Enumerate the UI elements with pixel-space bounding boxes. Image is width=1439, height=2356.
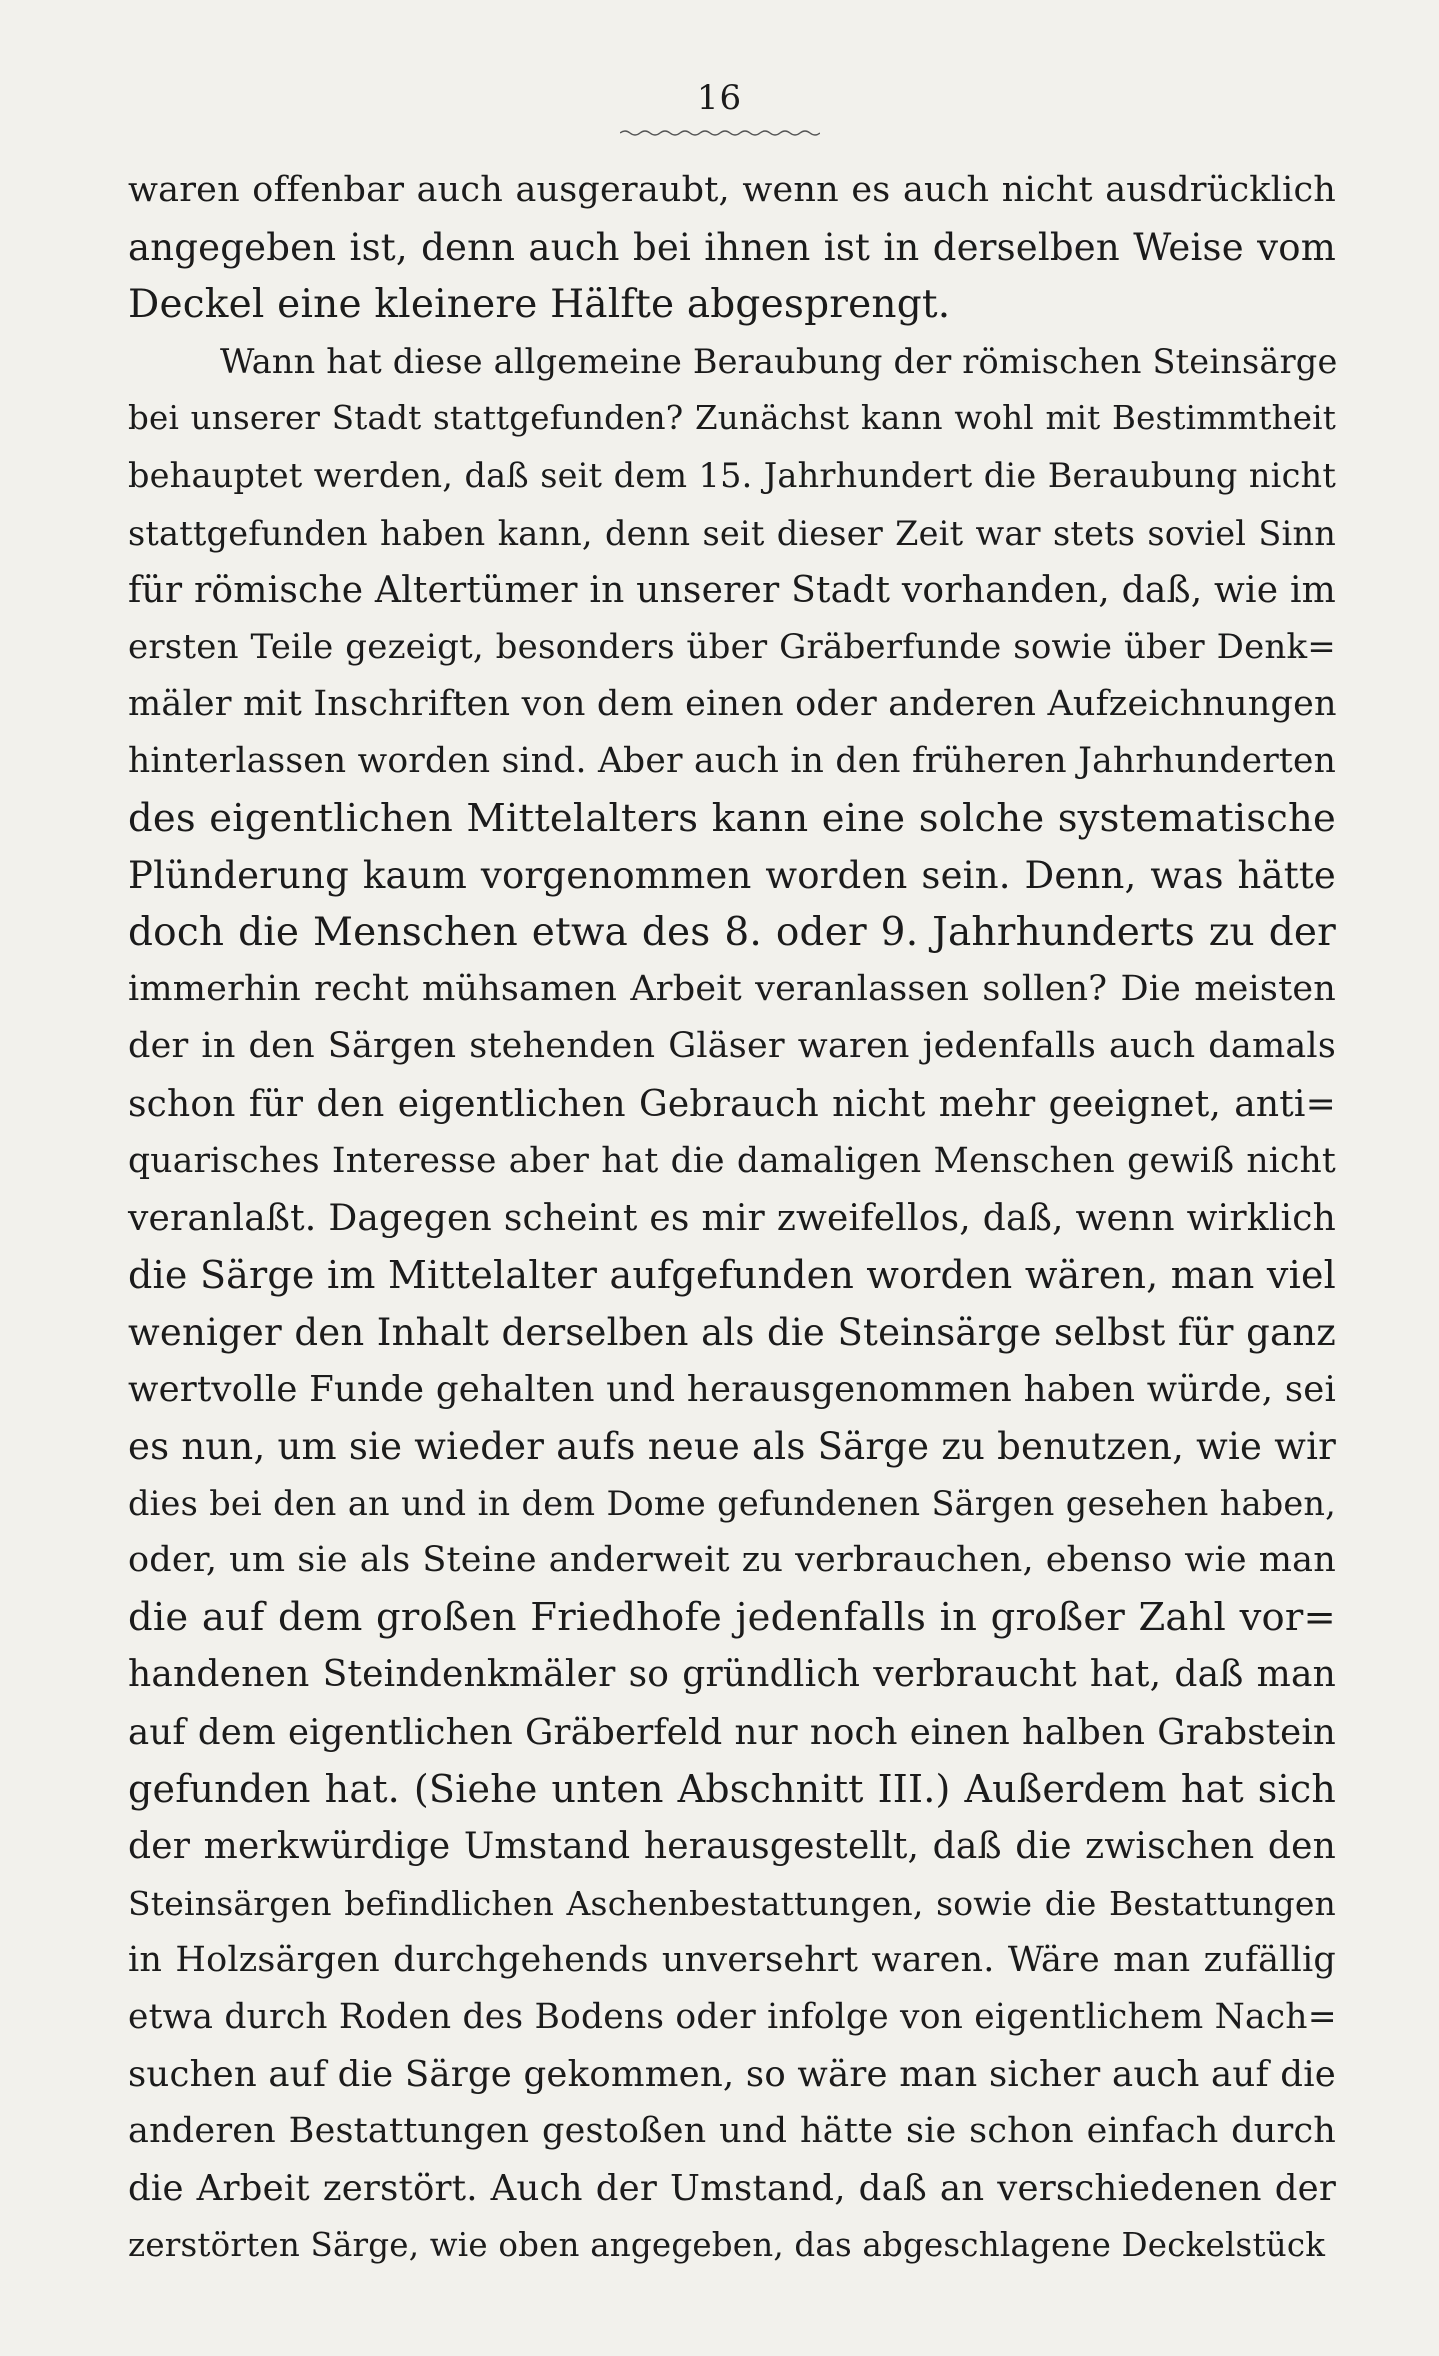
text-line: dies bei den an und in dem Dome gefundenen Särgen gesehen haben, [128,1484,1336,1524]
text-line: die Särge im Mittelalter aufgefunden worden wären, man viel [128,1252,1336,1297]
text-line: anderen Bestattungen gestoßen und hätte sie schon einfach durch [128,2111,1336,2152]
text-line: der in den Särgen stehenden Gläser waren jedenfalls auch damals [128,1026,1336,1067]
text-line: die auf dem großen Friedhofe jedenfalls in großer Zahl vor= [128,1595,1336,1641]
text-line: des eigentlichen Mittelalters kann eine solche systematische [128,796,1336,842]
text-line: zerstörten Särge, wie oben angegeben, das abgeschlagene Deckelstück [128,2226,1326,2265]
text-line: angegeben ist, denn auch bei ihnen ist in derselben Weise vom [128,226,1336,270]
body-text [128,162,1336,2274]
text-line: der merkwürdige Umstand herausgestellt, daß die zwischen den [128,1825,1336,1867]
text-line: veranlaßt. Dagegen scheint es mir zweifellos, daß, wenn wirklich [128,1197,1336,1239]
text-line: handenen Steindenkmäler so gründlich verbraucht hat, daß man [128,1654,1336,1696]
text-line: Wann hat diese allgemeine Beraubung der römischen Steinsärge [220,342,1338,382]
text-line: die Arbeit zerstört. Auch der Umstand, daß an verschiedenen der [128,2168,1336,2210]
text-line: quarisches Interesse aber hat die damaligen Menschen gewiß nicht [128,1140,1336,1181]
text-line: Plünderung kaum vorgenommen worden sein. Denn, was hätte [128,854,1336,898]
page-number: 16 [696,78,743,118]
text-line: auf dem eigentlichen Gräberfeld nur noch einen halben Grabstein [128,1711,1336,1753]
text-line: etwa durch Roden des Bodens oder infolge von eigentlichem Nach= [128,1997,1337,2037]
text-line: in Holzsärgen durchgehends unversehrt waren. Wäre man zufällig [128,1939,1336,1980]
text-line: Deckel eine kleinere Hälfte abgesprengt. [128,282,951,328]
text-line: suchen auf die Särge gekommen, so wäre man sicher auch auf die [128,2054,1336,2096]
text-line: doch die Menschen etwa des 8. oder 9. Jahrhunderts zu der [128,910,1336,956]
text-line: mäler mit Inschriften von dem einen oder anderen Aufzeichnungen [128,683,1337,724]
text-line: schon für den eigentlichen Gebrauch nicht mehr geeignet, anti= [128,1083,1336,1125]
text-line: stattgefunden haben kann, denn seit dieser Zeit war stets soviel Sinn [128,513,1336,553]
text-line: immerhin recht mühsamen Arbeit veranlassen sollen? Die meisten [128,969,1336,1010]
text-line: waren offenbar auch ausgeraubt, wenn es auch nicht ausdrücklich [128,170,1336,210]
ornament-rule [620,128,820,138]
text-line: es nun, um sie wieder aufs neue als Särge zu benutzen, wie wir [128,1425,1336,1469]
text-line: hinterlassen worden sind. Aber auch in den früheren Jahrhunderten [128,740,1336,781]
text-line: behauptet werden, daß seit dem 15. Jahrhundert die Beraubung nicht [128,456,1336,496]
text-line: wertvolle Funde gehalten und herausgenommen haben würde, sei [128,1368,1336,1410]
text-line: bei unserer Stadt stattgefunden? Zunächst kann wohl mit Bestimmtheit [128,399,1336,438]
text-line: gefunden hat. (Siehe unten Abschnitt III.) Außerdem hat sich [128,1766,1336,1811]
text-line: weniger den Inhalt derselben als die Steinsärge selbst für ganz [128,1310,1336,1354]
text-line: oder, um sie als Steine anderweit zu verbrauchen, ebenso wie man [128,1540,1336,1581]
text-line: Steinsärgen befindlichen Aschenbestattungen, sowie die Bestattungen [128,1883,1336,1923]
text-line: ersten Teile gezeigt, besonders über Gräberfunde sowie über Denk= [128,626,1336,667]
text-line: für römische Altertümer in unserer Stadt vorhanden, daß, wie im [128,569,1336,611]
